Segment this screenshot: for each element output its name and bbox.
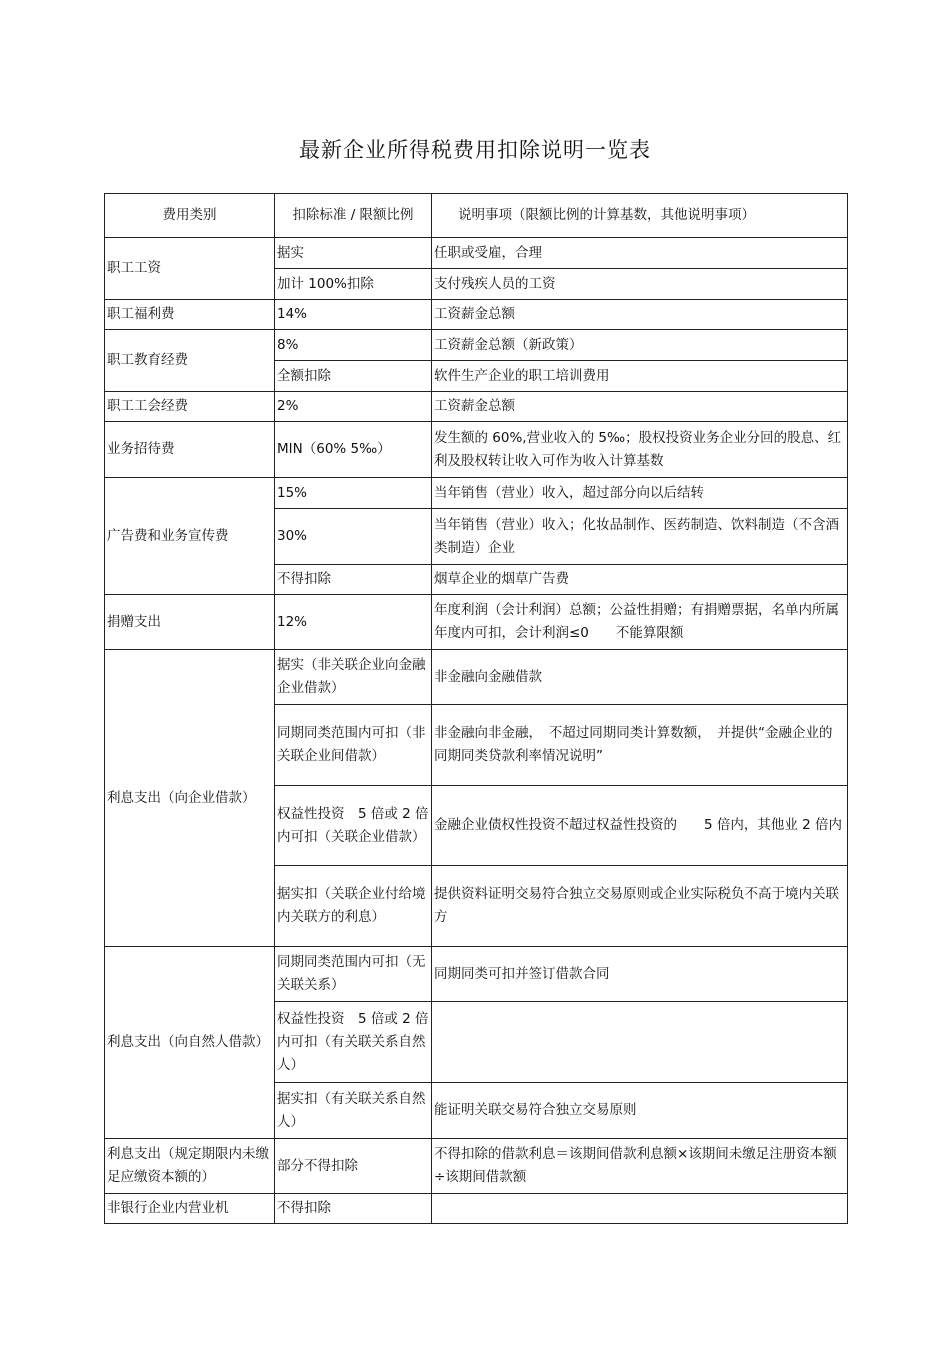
note-cell: 金融企业债权性投资不超过权益性投资的 5 倍内，其他业 2 倍内 xyxy=(432,786,848,866)
note-cell: 任职或受雇，合理 xyxy=(432,238,848,269)
table-row xyxy=(105,947,848,1002)
category-cell: 非银行企业内营业机 xyxy=(105,1194,275,1224)
standard-cell: 14% xyxy=(275,300,432,330)
note-cell: 非金融向非金融， 不超过同期同类计算数额， 并提供“金融企业的同期同类贷款利率情况说明” xyxy=(432,705,848,786)
standard-cell: MIN（60% 5‰） xyxy=(275,422,432,478)
table-row xyxy=(105,300,848,330)
note-cell: 当年销售（营业）收入；化妆品制作、医药制造、饮料制造（不含酒类制造）企业 xyxy=(432,509,848,565)
table-row xyxy=(105,478,848,509)
note-cell: 提供资料证明交易符合独立交易原则或企业实际税负不高于境内关联方 xyxy=(432,866,848,947)
note-cell: 工资薪金总额 xyxy=(432,392,848,422)
standard-cell: 权益性投资 5 倍或 2 倍内可扣（关联企业借款） xyxy=(275,786,432,866)
note-cell xyxy=(432,1194,848,1224)
standard-cell: 加计 100%扣除 xyxy=(275,269,432,300)
standard-cell: 不得扣除 xyxy=(275,565,432,595)
note-cell: 工资薪金总额（新政策） xyxy=(432,330,848,361)
header-note: 说明事项（限额比例的计算基数，其他说明事项） xyxy=(432,194,848,238)
standard-cell: 据实 xyxy=(275,238,432,269)
category-cell: 利息支出（向企业借款） xyxy=(105,650,275,947)
standard-cell: 不得扣除 xyxy=(275,1194,432,1224)
table-header-row xyxy=(105,194,848,238)
note-cell: 工资薪金总额 xyxy=(432,300,848,330)
category-cell: 广告费和业务宣传费 xyxy=(105,478,275,595)
table-row xyxy=(105,330,848,361)
standard-cell: 据实扣（关联企业付给境内关联方的利息） xyxy=(275,866,432,947)
standard-cell: 全额扣除 xyxy=(275,361,432,392)
note-cell: 能证明关联交易符合独立交易原则 xyxy=(432,1083,848,1139)
category-cell: 职工工会经费 xyxy=(105,392,275,422)
category-cell: 捐赠支出 xyxy=(105,595,275,650)
category-cell: 业务招待费 xyxy=(105,422,275,478)
category-cell: 职工工资 xyxy=(105,238,275,300)
note-cell: 软件生产企业的职工培训费用 xyxy=(432,361,848,392)
note-cell: 发生额的 60%,营业收入的 5‰；股权投资业务企业分回的股息、红利及股权转让收入可作为收入计算基数 xyxy=(432,422,848,478)
note-cell: 年度利润（会计利润）总额；公益性捐赠；有捐赠票据，名单内所属年度内可扣，会计利润≤0 不能算限额 xyxy=(432,595,848,650)
page-title: 最新企业所得税费用扣除说明一览表 xyxy=(299,138,651,162)
standard-cell: 权益性投资 5 倍或 2 倍内可扣（有关联关系自然人） xyxy=(275,1002,432,1083)
standard-cell: 2% xyxy=(275,392,432,422)
standard-cell: 12% xyxy=(275,595,432,650)
category-cell: 职工福利费 xyxy=(105,300,275,330)
table-row xyxy=(105,238,848,269)
standard-cell: 部分不得扣除 xyxy=(275,1139,432,1194)
standard-cell: 30% xyxy=(275,509,432,565)
note-cell: 同期同类可扣并签订借款合同 xyxy=(432,947,848,1002)
standard-cell: 15% xyxy=(275,478,432,509)
header-category: 费用类别 xyxy=(105,194,275,238)
note-cell: 不得扣除的借款利息＝该期间借款利息额×该期间未缴足注册资本额÷该期间借款额 xyxy=(432,1139,848,1194)
table-row xyxy=(105,422,848,478)
standard-cell: 8% xyxy=(275,330,432,361)
category-cell: 职工教育经费 xyxy=(105,330,275,392)
table-row xyxy=(105,595,848,650)
note-cell xyxy=(432,1002,848,1083)
standard-cell: 据实（非关联企业向金融企业借款） xyxy=(275,650,432,705)
header-standard: 扣除标准 / 限额比例 xyxy=(275,194,432,238)
expense-deduction-table xyxy=(104,193,848,1224)
standard-cell: 同期同类范围内可扣（无关联关系） xyxy=(275,947,432,1002)
category-cell: 利息支出（向自然人借款） xyxy=(105,947,275,1139)
note-cell: 烟草企业的烟草广告费 xyxy=(432,565,848,595)
table-row xyxy=(105,392,848,422)
standard-cell: 同期同类范围内可扣（非关联企业间借款） xyxy=(275,705,432,786)
category-cell: 利息支出（规定期限内未缴足应缴资本额的） xyxy=(105,1139,275,1194)
standard-cell: 据实扣（有关联关系自然人） xyxy=(275,1083,432,1139)
table-row xyxy=(105,1194,848,1224)
table-row xyxy=(105,650,848,705)
note-cell: 当年销售（营业）收入，超过部分向以后结转 xyxy=(432,478,848,509)
note-cell: 非金融向金融借款 xyxy=(432,650,848,705)
table-row xyxy=(105,1139,848,1194)
note-cell: 支付残疾人员的工资 xyxy=(432,269,848,300)
